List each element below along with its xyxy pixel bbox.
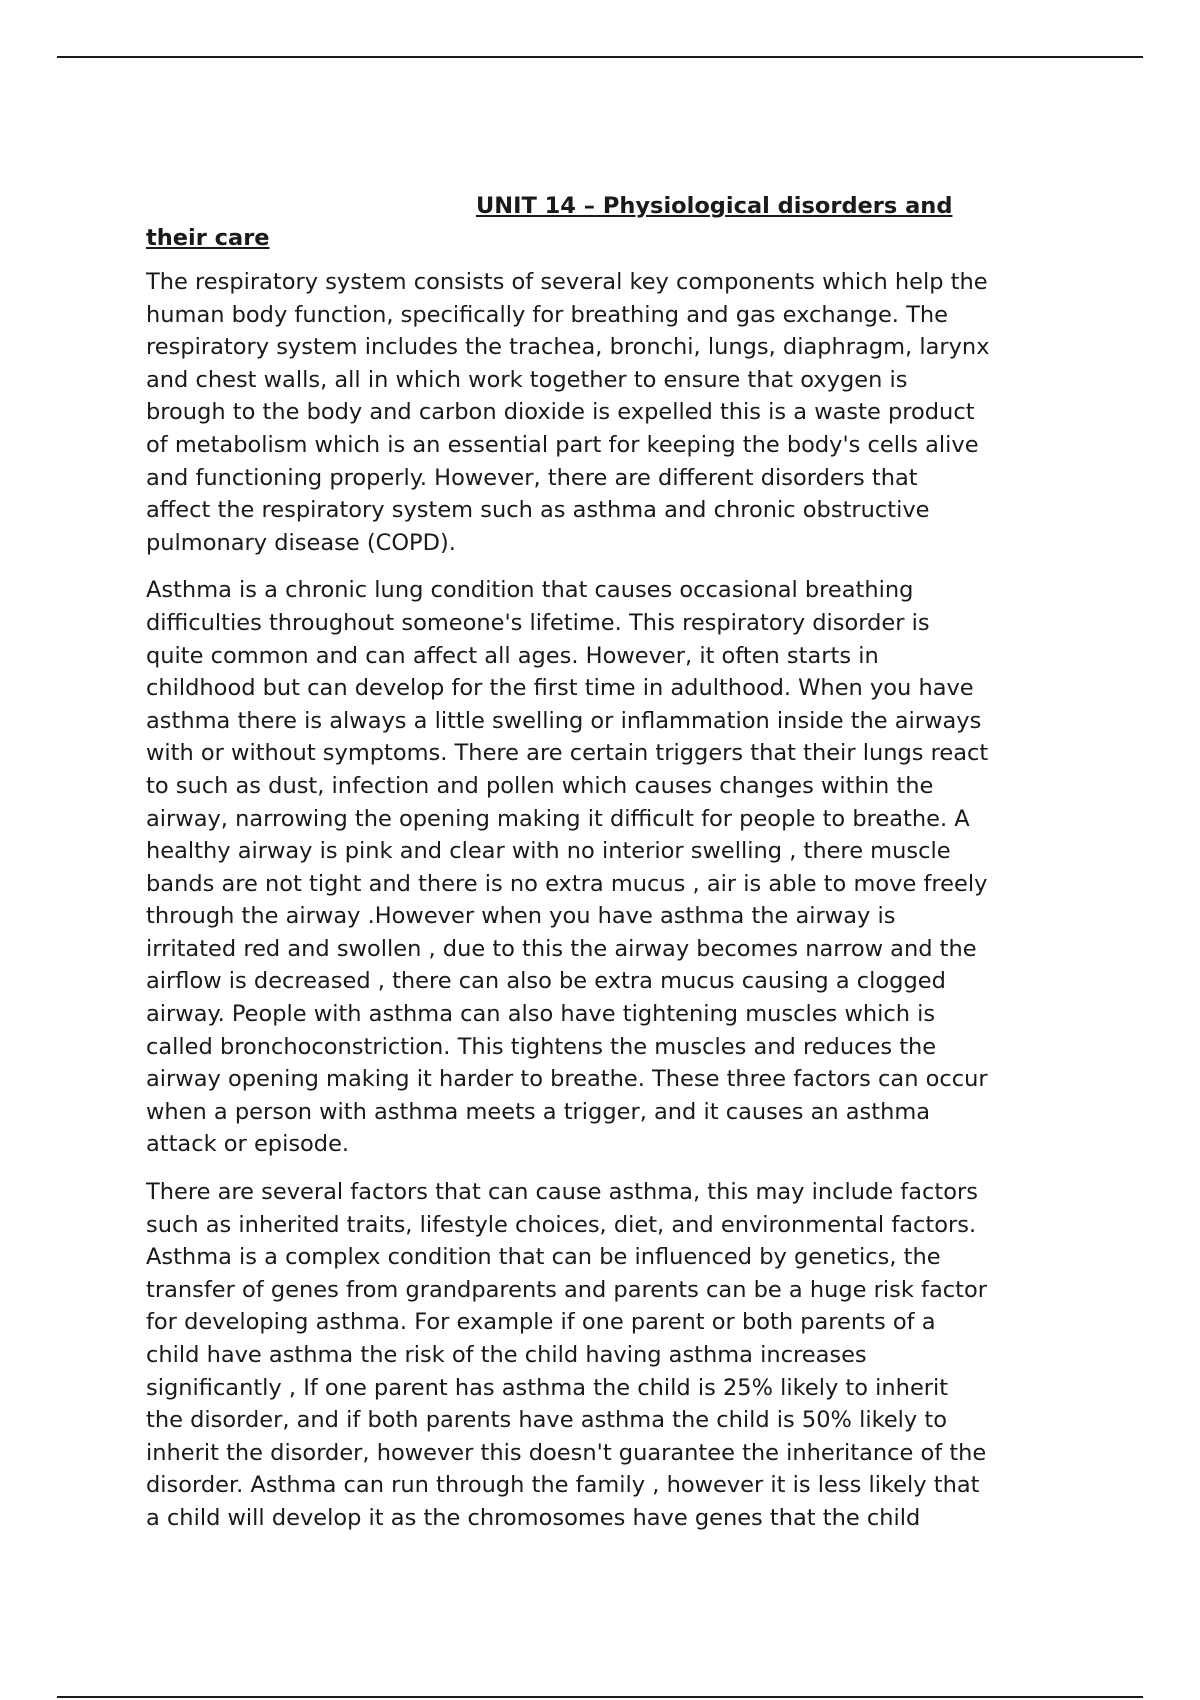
document-title: UNIT 14 – Physiological disorders and their care [146,193,953,251]
paragraph-asthma-overview: Asthma is a chronic lung condition that causes occasional breathing difficulties throughout someone's lifetime. This respiratory disorder is quite common and can affect all ages. However, it often starts in childhood but can develop for the first time in adulthood. When you have asthma there is always a little swelling or inflammation inside the airways with or without symptoms. There are certain triggers that their lungs react to such as dust, infection and pollen which causes changes within the airway, narrowing the opening making it difficult for people to breathe. A healthy airway is pink and clear with no interior swelling , there muscle bands are not tight and there is no extra mucus , air is able to move freely through the airway .However when you have asthma the airway is irritated red and swollen , due to this the airway becomes narrow and the airflow is decreased , there can also be extra mucus causing a clogged airway. People with asthma can also have tightening muscles which is called bronchoconstriction. This tightens the muscles and reduces the airway opening making it harder to breathe. These three factors can occur when a person with asthma meets a trigger, and it causes an asthma attack or episode. [146,577,989,1158]
header-rule [57,56,1143,58]
footer-rule [57,1696,1143,1698]
paragraph-asthma-causes: There are several factors that can cause asthma, this may include factors such as inherited traits, lifestyle choices, diet, and environmental factors. Asthma is a complex condition that can be influenced by genetics, the transfer of genes from grandparents and parents can be a huge risk factor for developing asthma. For example if one parent or both parents of a child have asthma the risk of the child having asthma increases significantly , If one parent has asthma the child is 25% likely to inherit the disorder, and if both parents have asthma the child is 50% likely to inherit the disorder, however this doesn't guarantee the inheritance of the disorder. Asthma can run through the family , however it is less likely that a child will develop it as the chromosomes have genes that the child [146,1179,987,1531]
paragraph-respiratory-system: The respiratory system consists of several key components which help the human body function, specifically for breathing and gas exchange. The respiratory system includes the trachea, bronchi, lungs, diaphragm, larynx and chest walls, all in which work together to ensure that oxygen is brough to the body and carbon dioxide is expelled this is a waste product of metabolism which is an essential part for keeping the body's cells alive and functioning properly. However, there are different disorders that affect the respiratory system such as asthma and chronic obstructive pulmonary disease (COPD). [146,269,990,556]
document-body [146,190,1076,1550]
